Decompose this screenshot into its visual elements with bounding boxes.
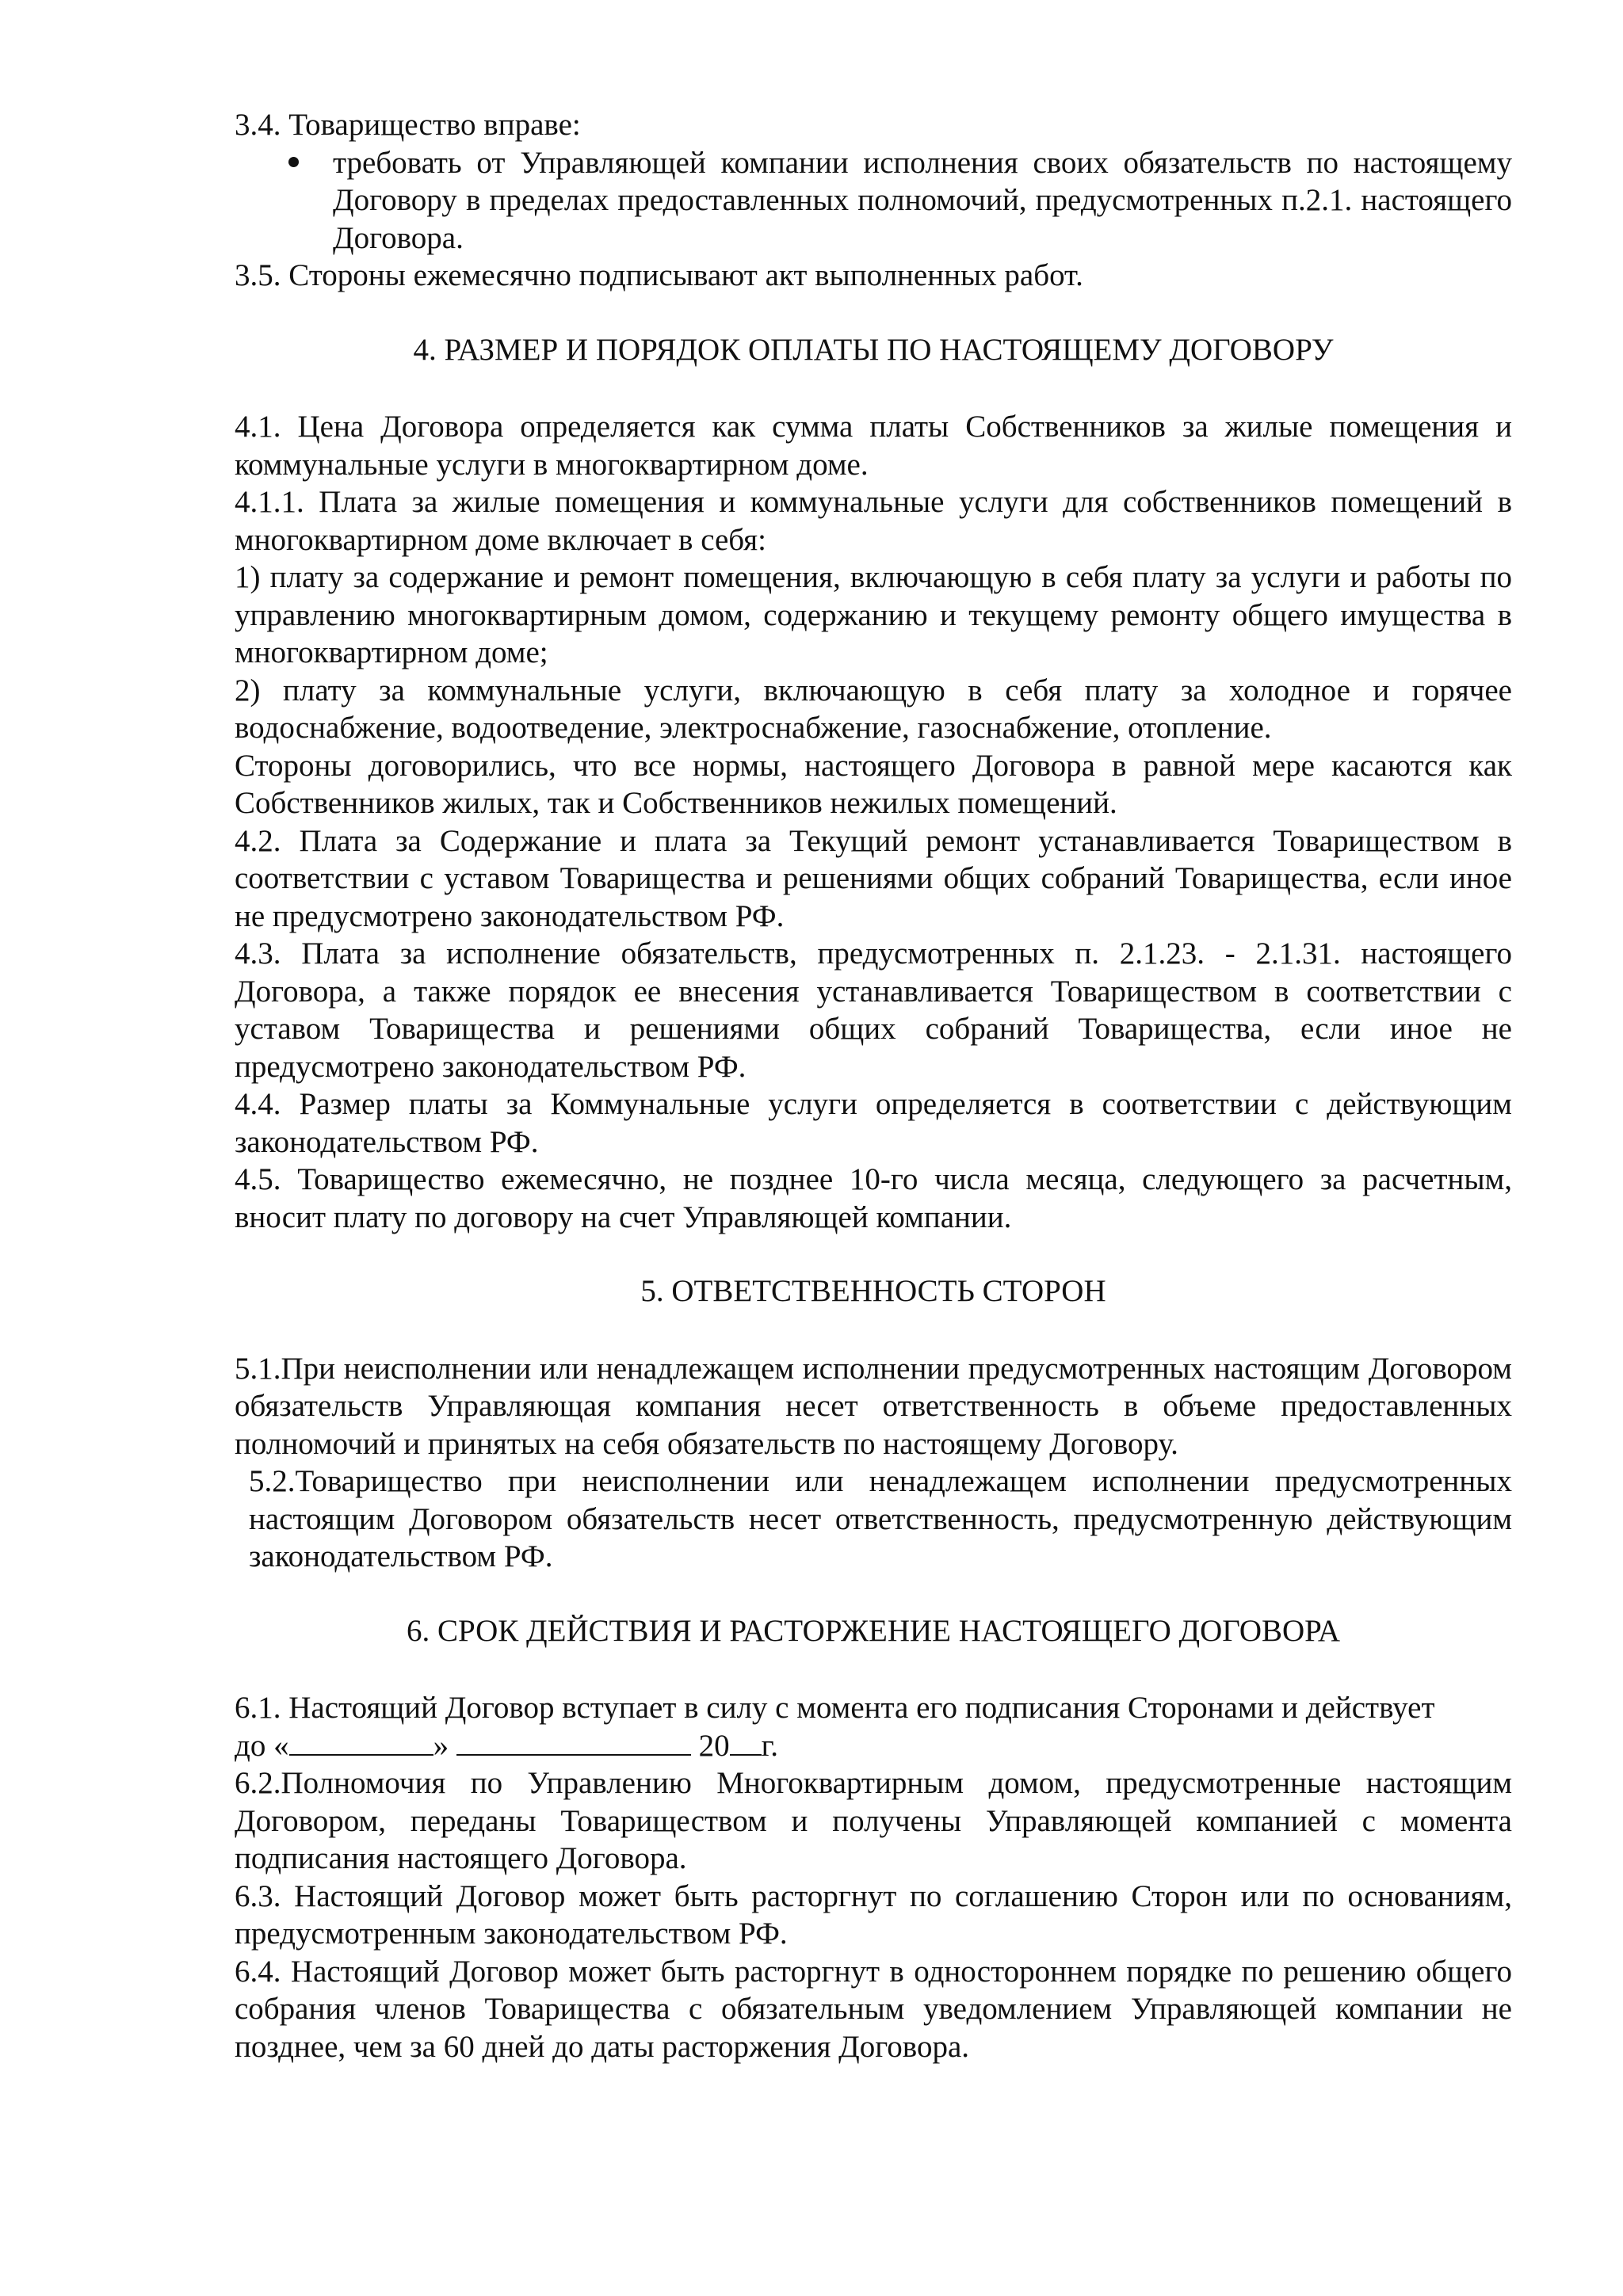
list-item-text: требовать от Управляющей компании исполнения своих обязательств по настоящему Договору в пределах предоставленных полномочий, предусмотренных п.2.1. настоящего Договора. (333, 145, 1512, 255)
section-5-heading: 5. ОТВЕТСТВЕННОСТЬ СТОРОН (640, 1274, 1106, 1308)
clause-4-2: 4.2. Плата за Содержание и плата за Текущий ремонт устанавливается Товариществом в соответствии с уставом Товарищества и решениями общих собраний Товарищества, если иное не предусмотрено законодательством РФ. (235, 823, 1512, 933)
clause-4-1: 4.1. Цена Договора определяется как сумма платы Собственников за жилые помещения и коммунальные услуги в многоквартирном доме. (235, 410, 1512, 482)
clause-5-2: 5.2.Товарищество при неисполнении или ненадлежащем исполнении предусмотренных настоящим Договором обязательств несет ответственность, предусмотренную действующим законодательством РФ. (249, 1464, 1512, 1573)
clause-5-1: 5.1.При неисполнении или ненадлежащем исполнении предусмотренных настоящим Договором обязательств Управляющая компания несет ответственность в объеме предоставленных полномочий и принятых на себя обязательств по настоящему Договору. (235, 1351, 1512, 1461)
clause-4-1-1-item-1: 1) плату за содержание и ремонт помещения, включающую в себя плату за услуги и работы по управлению многоквартирным домом, содержанию и текущему ремонту общего имущества в многоквартирном доме; (235, 560, 1512, 669)
year-prefix: 20 (698, 1728, 730, 1763)
year-blank (730, 1727, 762, 1756)
month-blank (456, 1727, 691, 1756)
clause-4-5: 4.5. Товарищество ежемесячно, не позднее 10-го числа месяца, следующего за расчетным, вносит плату по договору на счет Управляющей компании. (235, 1162, 1512, 1234)
clause-4-1-1-item-2: 2) плату за коммунальные услуги, включающую в себя плату за холодное и горячее водоснабжение, водоотведение, электроснабжение, газоснабжение, отопление. (235, 673, 1512, 745)
section-6-heading: 6. СРОК ДЕЙСТВИЯ И РАСТОРЖЕНИЕ НАСТОЯЩЕГО ДОГОВОРА (406, 1613, 1341, 1648)
clause-6-1 (235, 1689, 1512, 1764)
clause-6-2: 6.2.Полномочия по Управлению Многоквартирным домом, предусмотренные настоящим Договором, переданы Товариществом и получены Управляющей компанией с момента подписания настоящего Договора. (235, 1766, 1512, 1875)
clause-3-4: 3.4. Товарищество вправе: (235, 108, 581, 142)
year-suffix: г. (761, 1728, 778, 1763)
clause-4-4: 4.4. Размер платы за Коммунальные услуги определяется в соответствии с действующим законодательством РФ. (235, 1087, 1512, 1159)
agreement-note: Стороны договорились, что все нормы, настоящего Договора в равной мере касаются как Собственников жилых, так и Собственников нежилых помещений. (235, 748, 1512, 820)
clause-3-5: 3.5. Стороны ежемесячно подписывают акт выполненных работ. (235, 258, 1083, 292)
document-page (235, 106, 1512, 2065)
clause-3-4-list (235, 144, 1512, 257)
clause-6-4: 6.4. Настоящий Договор может быть расторгнут в одностороннем порядке по решению общего собрания членов Товарищества с обязательным уведомлением Управляющей компании не позднее, чем за 60 дней до даты расторжения Договора. (235, 1954, 1512, 2064)
bullet-icon (288, 157, 299, 167)
clause-4-1-1: 4.1.1. Плата за жилые помещения и коммунальные услуги для собственников помещений в многоквартирном доме включает в себя: (235, 485, 1512, 557)
quote-close: » (433, 1728, 449, 1763)
until-label: до « (235, 1728, 289, 1763)
clause-4-3: 4.3. Плата за исполнение обязательств, предусмотренных п. 2.1.23. - 2.1.31. настоящего Договора, а также порядок ее внесения устанавливается Товариществом в соответствии с уставом Товарищества и решениями общих собраний Товарищества, если иное не предусмотрено законодательством РФ. (235, 936, 1512, 1084)
list-item (333, 144, 1512, 257)
day-blank (289, 1727, 433, 1756)
clause-6-1-text: 6.1. Настоящий Договор вступает в силу с момента его подписания Сторонами и действует (235, 1691, 1435, 1725)
clause-6-3: 6.3. Настоящий Договор может быть расторгнут по соглашению Сторон или по основаниям, предусмотренным законодательством РФ. (235, 1878, 1512, 1951)
section-4-heading: 4. РАЗМЕР И ПОРЯДОК ОПЛАТЫ ПО НАСТОЯЩЕМУ ДОГОВОРУ (413, 332, 1334, 367)
